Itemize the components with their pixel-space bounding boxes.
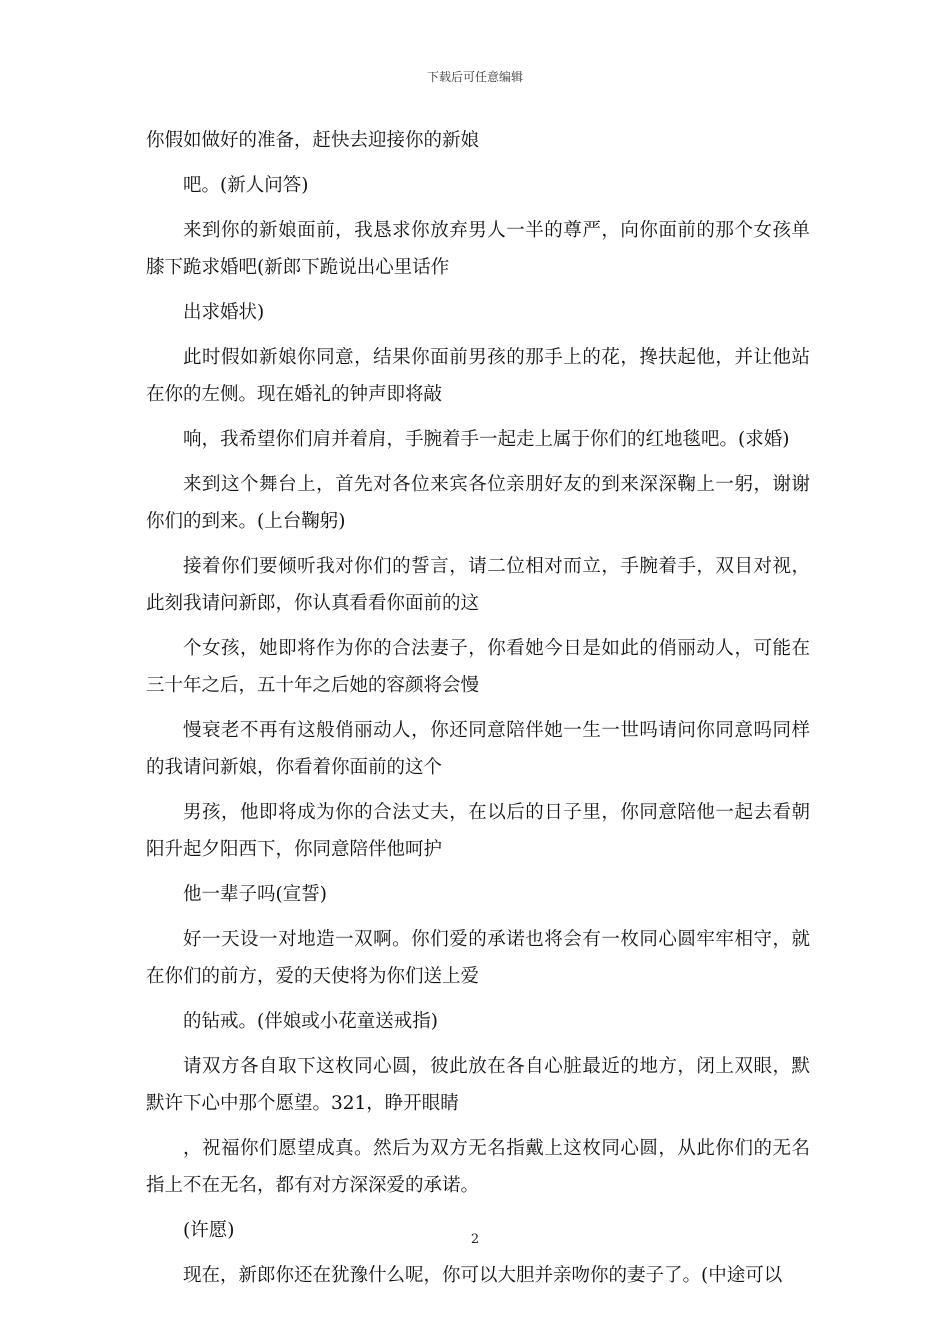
- paragraph: 现在，新郎你还在犹豫什么呢，你可以大胆并亲吻你的妻子了。(中途可以: [183, 1265, 783, 1286]
- paragraph: 接着你们要倾听我对你们的誓言，请二位相对而立，手腕着手，双目对视，此刻我请问新郎，你认真看看你面前的这: [146, 556, 810, 614]
- page-number: 2: [470, 1232, 480, 1247]
- page-header: 下载后可任意编辑: [426, 70, 523, 84]
- paragraph: 个女孩，她即将作为你的合法妻子，你看她今日是如此的俏丽动人，可能在三十年之后，五十年之后她的容颜将会慢: [146, 638, 810, 696]
- paragraph: 请双方各自取下这枚同心圆，彼此放在各自心脏最近的地方，闭上双眼，默默许下心中那个愿望。321，睁开眼睛: [146, 1056, 810, 1114]
- paragraph: 吧。(新人问答): [183, 175, 309, 196]
- document-body: [146, 122, 810, 1302]
- paragraph: 来到这个舞台上，首先对各位来宾各位亲朋好友的到来深深鞠上一躬，谢谢你们的到来。(上台鞠躬): [146, 474, 810, 532]
- paragraph: 来到你的新娘面前，我恳求你放弃男人一半的尊严，向你面前的那个女孩单膝下跪求婚吧(新郎下跪说出心里话作: [146, 220, 810, 278]
- paragraph: 此时假如新娘你同意，结果你面前男孩的那手上的花，搀扶起他，并让他站在你的左侧。现在婚礼的钟声即将敲: [146, 347, 810, 405]
- paragraph: 你假如做好的准备，赶快去迎接你的新娘: [146, 130, 480, 151]
- paragraph: 响，我希望你们肩并着肩，手腕着手一起走上属于你们的红地毯吧。(求婚): [183, 429, 790, 450]
- paragraph: (许愿): [183, 1220, 235, 1241]
- paragraph: 他一辈子吗(宣誓): [183, 884, 327, 905]
- paragraph: ，祝福你们愿望成真。然后为双方无名指戴上这枚同心圆，从此你们的无名指上不在无名，都有对方深深爱的承诺。: [146, 1138, 810, 1196]
- paragraph: 好一天设一对地造一双啊。你们爱的承诺也将会有一枚同心圆牢牢相守，就在你们的前方，爱的天使将为你们送上爱: [146, 929, 810, 987]
- paragraph: 慢衰老不再有这般俏丽动人，你还同意陪伴她一生一世吗请问你同意吗同样的我请问新娘，你看着你面前的这个: [146, 720, 810, 778]
- paragraph: 男孩，他即将成为你的合法丈夫，在以后的日子里，你同意陪他一起去看朝阳升起夕阳西下，你同意陪伴他呵护: [146, 802, 810, 860]
- paragraph: 的钻戒。(伴娘或小花童送戒指): [183, 1011, 438, 1032]
- paragraph: 出求婚状): [183, 302, 265, 323]
